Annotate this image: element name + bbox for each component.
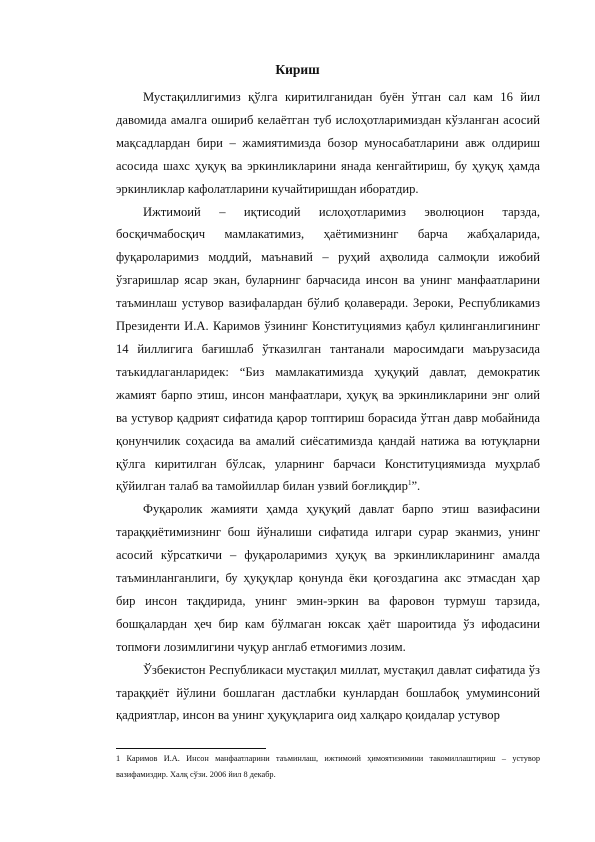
- paragraph-text: Мустақиллигимиз қўлга киритилганидан буён ўтган сал кам 16 йил давомида амалга ошириб келаётган туб ислоҳотларимиздан кўзланган асосий мақсадлардан бири – жамиятимизда бозор муносабатларини авж олдириш асосида шахс ҳуқуқ ва эркинликларини янада кенгайтириш, бу ҳуқуқ ҳамда эркинликлар кафолатларини кучайтиришдан иборатдир.: [116, 90, 540, 196]
- footnote-separator: [116, 748, 266, 749]
- footnote: 1 Каримов И.А. Инсон манфаатларини таъминлаш, ижтимоий ҳимоятизимини такомиллаштириш – устувор вазифамиздир. Халқ сўзи. 2006 йил 8 декабр.: [116, 754, 540, 779]
- footnote-reference: 1: [407, 479, 412, 488]
- paragraph-3: [116, 498, 540, 658]
- body-text: [116, 86, 540, 727]
- page-title: Кириш: [275, 62, 320, 77]
- paragraph-4: [116, 659, 540, 728]
- paragraph-text: Ижтимоий – иқтисодий ислоҳотларимиз эволюцион тарзда, босқичмабосқич мамлакатимиз, ҳаётимизнинг барча жабҳаларида, фуқароларимиз моддий, маънавий – руҳий аҳволида салмоқли ижобий ўзгаришлар ясар экан, буларнинг барчасида инсон ва унинг манфаатларини таъминлаш устувор вазифалардан бўлиб қолаверади. Зероки, Республикамиз Президенти И.А. Каримов ўзининг Конституциямиз қабул қилинганлигининг 14 йиллигига бағишлаб ўтказилган тантанали маросимдаги маърузасида таъкидлаганларидек: “Биз мамлакатимизда ҳуқуқий давлат, демократик жамият барпо этиш, инсон манфаатлари, ҳуқуқ ва эркинликларини энг олий ва устувор қадрият сифатида қарор топтириш борасида ўтган давр мобайнида қонунчилик соҳасида ва амалий сиёсатимизда қандай натижа ва ютуқларни қўлга киритилган бўлсак, уларнинг барчаси Конституциямизда муҳрлаб қўйилган талаб ва тамойиллар билан узвий боғлиқдир: [116, 204, 540, 494]
- paragraph-text: Фуқаролик жамияти ҳамда ҳуқуқий давлат барпо этиш вазифасини тараққиётимизнинг бош йўналиши сифатида илгари сурар эканмиз, унинг асосий кўрсаткичи – фуқароларимиз ҳуқуқ ва эркинликларининг амалда таъминланганлиги, бу ҳуқуқлар қонунда ёки қоғоздагина акс этмасдан ҳар бир инсон тақдирида, унинг эмин-эркин ва фаровон турмуш тарзида, бошқалардан ҳеч бир кам бўлмаган юксак ҳаёт шароитида ўз ифодасини топмоғи лозимлигини чуқур англаб етмоғимиз лозим.: [116, 502, 540, 654]
- paragraph-text: Ўзбекистон Республикаси мустақил миллат, мустақил давлат сифатида ўз тараққиёт йўлини бошлаган дастлабки кунлардан бошлабоқ умуминсоний қадриятлар, инсон ва унинг ҳуқуқларига оид халқаро қоидалар устувор: [116, 662, 540, 723]
- paragraph-1: [116, 86, 540, 201]
- quote-closing: ”.: [411, 479, 421, 494]
- paragraph-2: [116, 201, 540, 499]
